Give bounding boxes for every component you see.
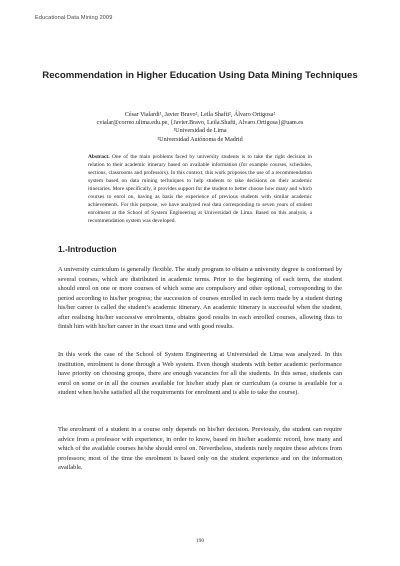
- paper-title: Recommendation in Higher Education Using Data Mining Techniques: [42, 70, 358, 81]
- author-emails: cvialar@correo.ulima.edu.pe, {Javier.Bravo, Leila.Shafti, Alvaro.Ortigosa}@uam.es: [96, 120, 304, 127]
- affiliation-madrid: ²Universidad Autónoma de Madrid: [157, 136, 243, 143]
- author-block: [40, 111, 360, 144]
- abstract-text: One of the main problems faced by university students is to take the right decision in relation to their academic itinerary based on available information (for example courses, schedules, sections, classrooms and professors). In this context, this work proposes the use of a recommendation system based on data mining techniques to help students to take decisions on their academic itineraries. More specifically, it provides support for the student to better choose how many and which courses to enrol on, having as basis the experience of previous students with similar academic achievements. For this purpose, we have analyzed real data corresponding to seven years of student enrolment at the School of System Engineering at Universidad de Lima. Based on this analysis, a recommendation system was developed.: [88, 154, 313, 225]
- running-head: Educational Data Mining 2009: [35, 15, 113, 21]
- body-paragraph: In this work the case of the School of System Engineering at Universidad de Lima was analyzed. In this institution, enrolment is done through a Web system. Even though students with better academic performance have priority on choosing groups, there are enough vacancies for all the students. In this sense, students can enrol on some or in all the courses available for his/her study plan or curriculum (a course is available for a student when he/she satisfied all the requirements for enrolment and is able to take the course).: [58, 351, 342, 396]
- abstract: [88, 153, 312, 225]
- body-paragraph: The enrolment of a student in a course only depends on his/her decision. Previously, the student can require advice from a professor with experience, in order to know, based on his/her academic record, how many and which of the available courses he/she should enrol on. Nevertheless, students rarely require these advices from professors; most of the time the enrolment is based only on the student experience and on the information available.: [58, 426, 342, 471]
- body-paragraph: A university curriculum is generally flexible. The study program to obtain a university degree is conformed by several courses, which are distributed in academic terms. Prior to the beginning of each term, the student should enrol on one or more courses of which some are compulsory and other optional, corresponding to the period according to his/her progress; the succession of courses enrolled in each term made by a student during his/her career is called the student’s academic itinerary. An academic itinerary is successful when the student, after realising his/her successive enrolments, obtains good results in each enrolled courses, allowing thus to finish him with his/her career in the exact time and with good results.: [58, 266, 342, 330]
- page-number: 190: [195, 538, 205, 544]
- abstract-label: Abstract.: [88, 154, 110, 160]
- author-names: César Vialardi¹, Javier Bravo², Leila Shafti², Álvaro Ortigosa²: [124, 112, 276, 118]
- affiliation-lima: ¹Universidad de Lima: [173, 128, 227, 135]
- section-heading: 1.-Introduction: [58, 244, 117, 254]
